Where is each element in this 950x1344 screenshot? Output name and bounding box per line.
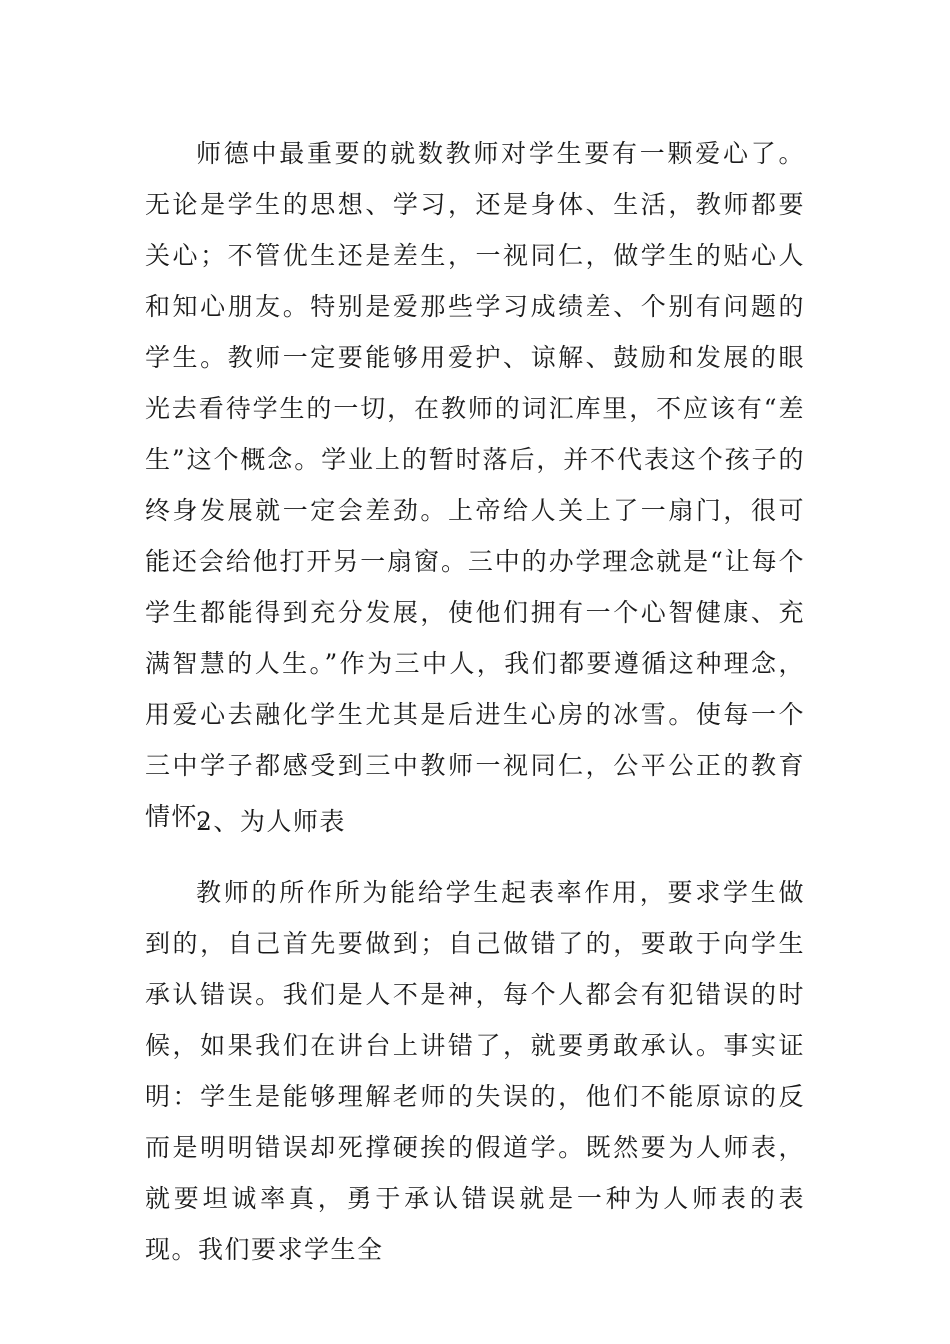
section-heading: 2、为人师表 — [196, 807, 346, 836]
paragraph-role-model: 教师的所作所为能给学生起表率作用，要求学生做到的，自己首先要做到；自己做错了的，要敢于向学生承认错误。我们是人不是神，每个人都会有犯错误的时候，如果我们在讲台上讲错了，就要勇敢承认。事实证明：学生是能够理解老师的失误的，他们不能原谅的反而是明明错误却死撑硬挨的假道学。既然要为人师表，就要坦诚率真，勇于承认错误就是一种为人师表的表现。我们要求学生全 — [145, 878, 805, 1264]
paragraph-love-for-students: 师德中最重要的就数教师对学生要有一颗爱心了。无论是学生的思想、学习，还是身体、生活，教师都要关心；不管优生还是差生，一视同仁，做学生的贴心人和知心朋友。特别是爱那些学习成绩差、个别有问题的学生。教师一定要能够用爱护、谅解、鼓励和发展的眼光去看待学生的一切，在教师的词汇库里，不应该有“差生”这个概念。学业上的暂时落后，并不代表这个孩子的终身发展就一定会差劲。上帝给人关上了一扇门，很可能还会给他打开另一扇窗。三中的办学理念就是“让每个学生都能得到充分发展，使他们拥有一个心智健康、充满智慧的人生。”作为三中人，我们都要遵循这种理念，用爱心去融化学生尤其是后进生心房的冰雪。使每一个三中学子都感受到三中教师一视同仁，公平公正的教育情怀。 — [145, 139, 805, 831]
